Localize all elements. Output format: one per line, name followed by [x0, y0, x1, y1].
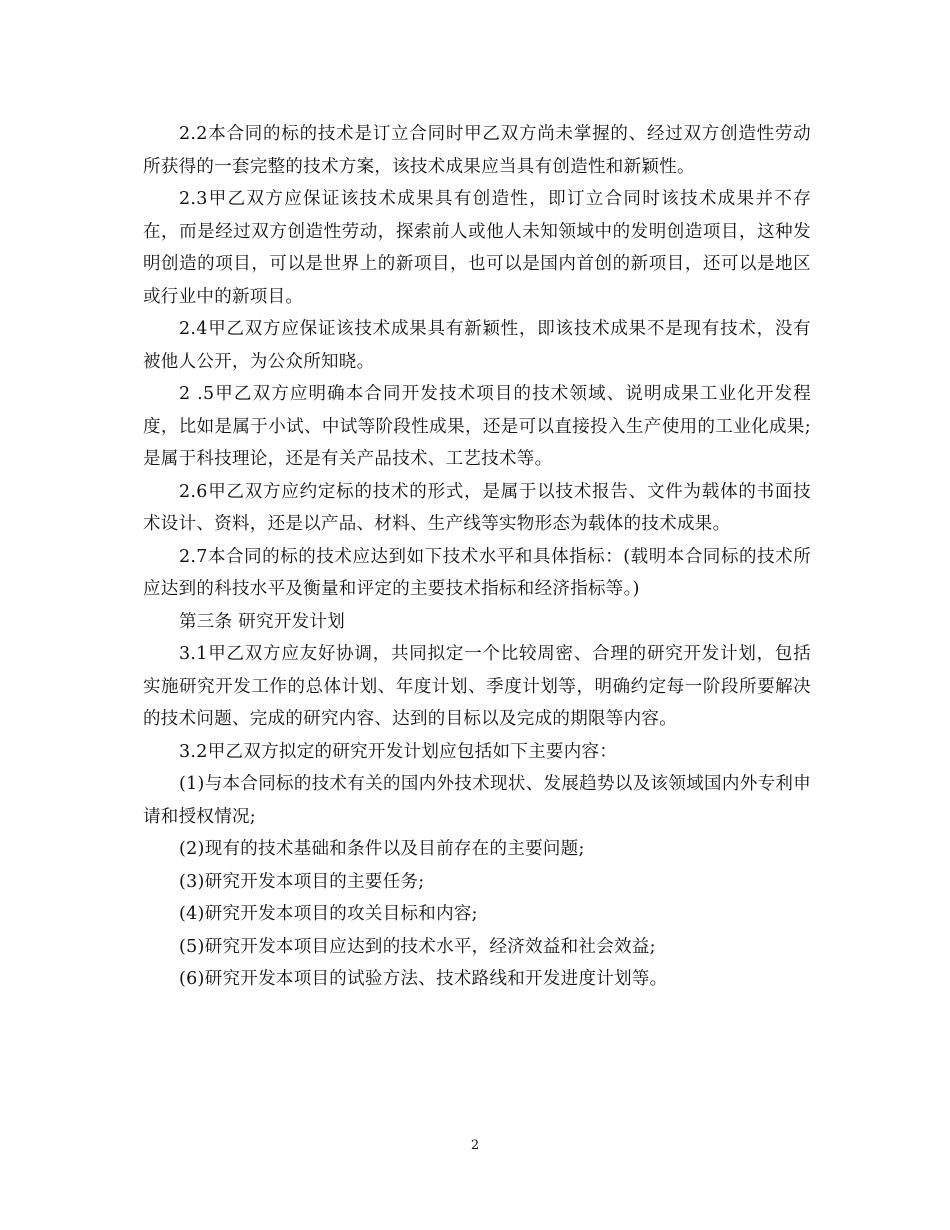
paragraph-2-5: 2 .5甲乙双方应明确本合同开发技术项目的技术领域、说明成果工业化开发程度，比如是属于小试、中试等阶段性成果，还是可以直接投入生产使用的工业化成果;是属于科技理论，还是有关产品技术、工艺技术等。 — [143, 384, 811, 469]
paragraph-2-7: 2.7本合同的标的技术应达到如下技术水平和具体指标：(载明本合同标的技术所应达到的科技水平及衡量和评定的主要技术指标和经济指标等。) — [143, 546, 811, 599]
list-item-4: (4)研究开发本项目的攻关目标和内容; — [179, 904, 478, 924]
list-item-1: (1)与本合同标的技术有关的国内外技术现状、发展趋势以及该领域国内外专利申请和授权情况; — [143, 774, 811, 827]
paragraph-2-4: 2.4甲乙双方应保证该技术成果具有新颖性，即该技术成果不是现有技术，没有被他人公开，为公众所知晓。 — [143, 319, 811, 372]
list-item-3: (3)研究开发本项目的主要任务; — [179, 871, 425, 892]
list-item-6: (6)研究开发本项目的试验方法、技术路线和开发进度计划等。 — [179, 969, 668, 989]
paragraph-2-3: 2.3甲乙双方应保证该技术成果具有创造性，即订立合同时该技术成果并不存在，而是经过双方创造性劳动，探索前人或他人未知领域中的发明创造项目，这种发明创造的项目，可以是世界上的新项目，也可以是国内首创的新项目，还可以是地区或行业中的新项目。 — [143, 189, 811, 307]
paragraph-3-1: 3.1甲乙双方应友好协调，共同拟定一个比较周密、合理的研究开发计划，包括实施研究开发工作的总体计划、年度计划、季度计划等，明确约定每一阶段所要解决的技术问题、完成的研究内容、达到的目标以及完成的期限等内容。 — [143, 644, 811, 729]
document-body — [143, 118, 811, 996]
page-number: 2 — [470, 1138, 480, 1153]
paragraph-2-2: 2.2本合同的标的技术是订立合同时甲乙双方尚未掌握的、经过双方创造性劳动所获得的一套完整的技术方案，该技术成果应当具有创造性和新颖性。 — [143, 124, 811, 177]
list-item-5: (5)研究开发本项目应达到的技术水平，经济效益和社会效益; — [179, 936, 656, 957]
section-heading-article-3: 第三条 研究开发计划 — [179, 611, 346, 632]
paragraph-3-2: 3.2甲乙双方拟定的研究开发计划应包括如下主要内容： — [179, 741, 618, 762]
list-item-2: (2)现有的技术基础和条件以及目前存在的主要问题; — [179, 839, 585, 859]
paragraph-2-6: 2.6甲乙双方应约定标的技术的形式，是属于以技术报告、文件为载体的书面技术设计、资料，还是以产品、材料、生产线等实物形态为载体的技术成果。 — [143, 481, 811, 534]
